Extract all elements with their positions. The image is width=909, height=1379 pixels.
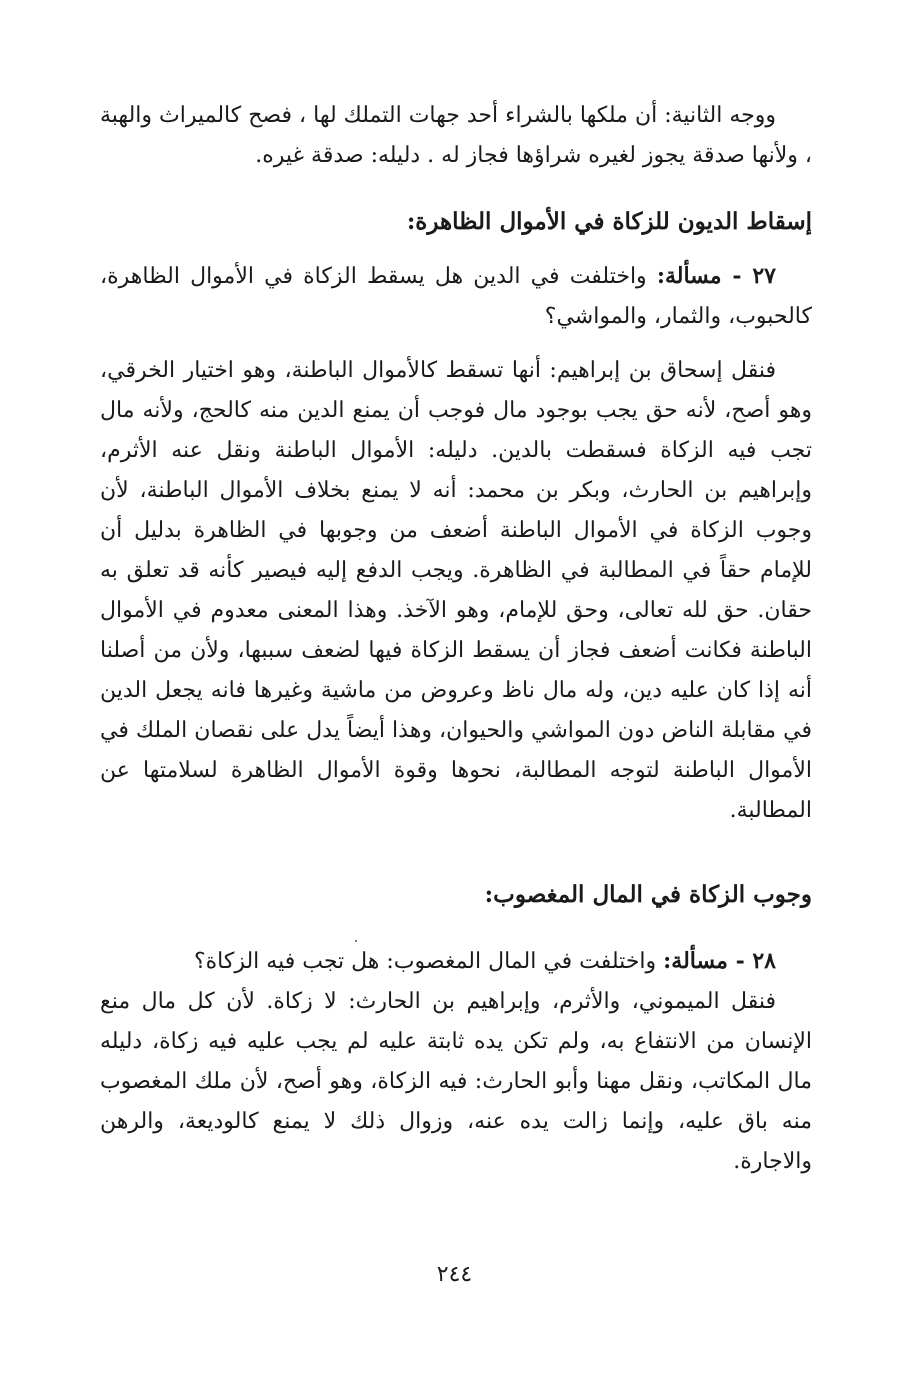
question-27-text: واختلفت في الدين هل يسقط الزكاة في الأموال الظاهرة، كالحبوب، والثمار، والمواشي؟: [100, 264, 812, 329]
question-28-label: ٢٨ - مسألة:: [663, 948, 776, 974]
question-27: [100, 256, 812, 337]
question-28: [100, 941, 812, 982]
question-28-text: واختلفت في المال المغصوب: هل تجب فيه الزكاة؟: [193, 949, 657, 974]
section-heading-debts: إسقاط الديون للزكاة في الأموال الظاهرة:: [406, 208, 812, 235]
page-number: ٢٤٤: [436, 1262, 473, 1287]
paragraph-answer-27: فنقل إسحاق بن إبراهيم: أنها تسقط كالأموال الباطنة، وهو اختيار الخرقي، وهو أصح، لأنه حق يجب بوجود مال فوجب أن يمنع الدين منه كالحج، ولأنه مال تجب فيه الزكاة فسقطت بالدين. دليله: الأموال الباطنة ونقل عنه الأثرم، وإبراهيم بن الحارث، وبكر بن محمد: أنه لا يمنع بخلاف الأموال الباطنة، لأن وجوب الزكاة في الأموال الباطنة أضعف من وجوبها في الظاهرة بدليل أن للإمام حقاً في المطالبة في الظاهرة. ويجب الدفع إليه فيصير كأنه قد تعلق به حقان. حق لله تعالى، وحق للإمام، وهو الآخذ. وهذا المعنى معدوم في الأموال الباطنة فكانت أضعف فجاز أن يسقط الزكاة فيها لضعف سببها، ولأن من أصلنا أنه إذا كان عليه دين، وله مال ناظ وعروض من ماشية وغيرها فانه يجعل الدين في مقابلة الناض دون المواشي والحيوان، وهذا أيضاً يدل على نقصان الملك في الأموال الباطنة لتوجه المطالبة، نحوها وقوة الأموال الظاهرة لسلامتها عن المطالبة.: [100, 358, 812, 823]
paragraph-intro: ووجه الثانية: أن ملكها بالشراء أحد جهات التملك لها ، فصح كالميراث والهبة ، ولأنها صدقة يجوز لغيره شراؤها فجاز له . دليله: صدقة غيره.: [100, 103, 812, 168]
paragraph-answer-28: فنقل الميموني، والأثرم، وإبراهيم بن الحارث: لا زكاة. لأن كل مال منع الإنسان من الانتفاع به، ولم تكن يده ثابتة عليه لم يجب عليه فيه زكاة، دليله مال المكاتب، ونقل مهنا وأبو الحارث: فيه الزكاة، وهو أصح، لأن ملك المغصوب منه باق عليه، وإنما زالت يده عنه، وزوال ذلك لا يمنع كالوديعة، والرهن والاجارة.: [100, 989, 812, 1174]
scan-speck: [355, 940, 357, 942]
section-heading-usurped: وجوب الزكاة في المال المغصوب:: [484, 881, 812, 908]
question-27-label: ٢٧ - مسألة:: [656, 263, 776, 289]
page-body: [100, 96, 812, 1182]
